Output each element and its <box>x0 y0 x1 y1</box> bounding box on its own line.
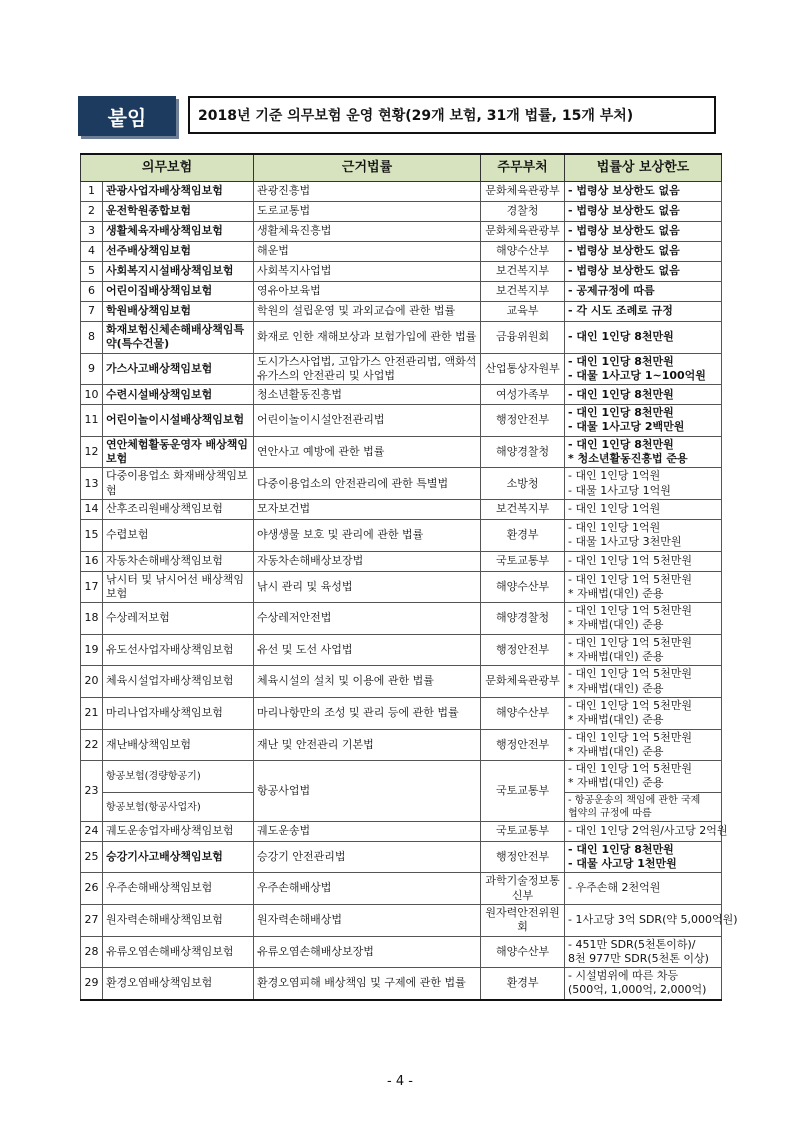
compensation-limit <box>565 262 722 282</box>
ministry: 해양수산부 <box>481 697 565 729</box>
limit-line: - 대인 1인당 1억 5천만원 <box>568 667 692 681</box>
legal-basis: 청소년활동진흥법 <box>254 385 481 405</box>
ministry: 행정안전부 <box>481 729 565 761</box>
ministry: 환경부 <box>481 968 565 1000</box>
limit-line: * 자배법(대인) 준용 <box>568 744 664 758</box>
legal-basis: 생활체육진흥법 <box>254 222 481 242</box>
insurance-name: 유도선사업자배상책임보험 <box>103 634 254 666</box>
table-row <box>81 551 722 571</box>
limit-line: - 대인 1인당 8천만원 <box>568 842 674 856</box>
insurance-name: 유류오염손해배상책임보험 <box>103 936 254 968</box>
legal-basis: 연안사고 예방에 관한 법률 <box>254 436 481 468</box>
table-row <box>81 603 722 635</box>
limit-line: - 대인 1인당 1억 5천만원 <box>568 635 692 649</box>
compensation-limit <box>565 603 722 635</box>
limit-line: - 항공운송의 책임에 관한 국제 <box>568 794 701 806</box>
legal-basis: 모자보건법 <box>254 499 481 519</box>
legal-basis: 유류오염손해배상보장법 <box>254 936 481 968</box>
ministry: 행정안전부 <box>481 405 565 437</box>
compensation-limit <box>565 499 722 519</box>
compensation-limit <box>565 551 722 571</box>
limit-line: - 법령상 보상한도 없음 <box>568 224 680 238</box>
row-number: 29 <box>81 968 103 1000</box>
limit-line: * 청소년활동진흥법 준용 <box>568 452 688 466</box>
table-row <box>81 729 722 761</box>
limit-line: - 대인 1인당 1억원 <box>568 469 661 483</box>
limit-line: - 법령상 보상한도 없음 <box>568 204 680 218</box>
row-number: 22 <box>81 729 103 761</box>
row-number: 1 <box>81 182 103 202</box>
legal-basis: 낚시 관리 및 육성법 <box>254 571 481 603</box>
row-number: 16 <box>81 551 103 571</box>
limit-line: 협약의 규정에 따름 <box>568 807 652 819</box>
table-row <box>81 468 722 500</box>
limit-line: - 대인 1인당 8천만원 <box>568 330 674 344</box>
limit-line: - 대인 1인당 2억원/사고당 2억원 <box>568 824 728 838</box>
compensation-limit <box>565 821 728 841</box>
row-number: 11 <box>81 405 103 437</box>
insurance-name: 수렵보험 <box>103 519 254 551</box>
limit-line: - 공제규정에 따름 <box>568 284 655 298</box>
page-number: - 4 - <box>387 1074 413 1089</box>
compensation-limit <box>565 182 722 202</box>
limit-line: - 대인 1인당 8천만원 <box>568 406 674 420</box>
row-number: 27 <box>81 904 103 936</box>
legal-basis: 화재로 인한 재해보상과 보험가입에 관한 법률 <box>254 322 481 354</box>
row-number: 25 <box>81 841 103 873</box>
limit-line: (500억, 1,000억, 2,000억) <box>568 983 707 997</box>
insurance-name: 환경오염배상책임보험 <box>103 968 254 1000</box>
table-row <box>81 873 722 905</box>
compensation-limit <box>565 222 722 242</box>
legal-basis: 해운법 <box>254 242 481 262</box>
ministry: 보건복지부 <box>481 499 565 519</box>
legal-basis: 자동차손해배상보장법 <box>254 551 481 571</box>
limit-line: 8천 977만 SDR(5천톤 이상) <box>568 951 709 965</box>
insurance-name: 수련시설배상책임보험 <box>103 385 254 405</box>
limit-line: - 대인 1인당 1억 5천만원 <box>568 604 692 618</box>
insurance-name: 낚시터 및 낚시어선 배상책임보험 <box>103 571 254 603</box>
ministry: 국토교통부 <box>481 821 565 841</box>
ministry: 환경부 <box>481 519 565 551</box>
limit-line: * 자배법(대인) 준용 <box>568 776 664 790</box>
header-insurance: 의무보험 <box>81 154 254 182</box>
limit-line: - 대인 1인당 1억원 <box>568 520 661 534</box>
compensation-limit <box>565 792 722 821</box>
header-ministry: 주무부처 <box>481 154 565 182</box>
row-number: 9 <box>81 353 103 385</box>
header-law: 근거법률 <box>254 154 481 182</box>
table-row <box>81 697 722 729</box>
ministry: 해양수산부 <box>481 936 565 968</box>
compensation-limit <box>565 571 722 603</box>
insurance-table <box>80 153 738 1001</box>
limit-line: * 자배법(대인) 준용 <box>568 618 664 632</box>
insurance-name: 어린이놀이시설배상책임보험 <box>103 405 254 437</box>
ministry: 해양수산부 <box>481 571 565 603</box>
document-title: 2018년 기준 의무보험 운영 현황(29개 보험, 31개 법률, 15개 부처) <box>188 96 716 134</box>
limit-line: - 451만 SDR(5천톤이하)/ <box>568 937 696 951</box>
legal-basis: 수상레저안전법 <box>254 603 481 635</box>
limit-line: - 대인 1인당 1억 5천만원 <box>568 730 692 744</box>
compensation-limit <box>565 282 722 302</box>
insurance-name: 화재보험신체손해배상책임특약(특수건물) <box>103 322 254 354</box>
row-number: 19 <box>81 634 103 666</box>
ministry: 경찰청 <box>481 202 565 222</box>
limit-line: - 대물 1사고당 1억원 <box>568 483 671 497</box>
legal-basis: 도로교통법 <box>254 202 481 222</box>
compensation-limit <box>565 468 722 500</box>
ministry: 산업통상자원부 <box>481 353 565 385</box>
ministry: 행정안전부 <box>481 841 565 873</box>
insurance-name: 다중이용업소 화재배상책임보험 <box>103 468 254 500</box>
table-row <box>81 519 722 551</box>
table-row <box>81 182 722 202</box>
compensation-limit <box>565 968 722 1000</box>
legal-basis: 학원의 설립운영 및 과외교습에 관한 법률 <box>254 302 481 322</box>
limit-line: - 법령상 보상한도 없음 <box>568 244 680 258</box>
table-row <box>81 436 722 468</box>
compensation-limit <box>565 405 722 437</box>
compensation-limit <box>565 936 722 968</box>
limit-line: - 대인 1인당 1억 5천만원 <box>568 553 692 567</box>
table-row <box>81 405 722 437</box>
compensation-limit <box>565 841 722 873</box>
insurance-name: 자동차손해배상책임보험 <box>103 551 254 571</box>
legal-basis: 도시가스사업법, 고압가스 안전관리법, 액화석유가스의 안전관리 및 사업법 <box>254 353 481 385</box>
table-row <box>81 385 722 405</box>
attachment-badge: 붙임 <box>78 96 176 136</box>
ministry: 문화체육관광부 <box>481 666 565 698</box>
row-number: 15 <box>81 519 103 551</box>
table-row <box>81 761 722 793</box>
legal-basis: 환경오염피해 배상책임 및 구제에 관한 법률 <box>254 968 481 1000</box>
limit-line: * 자배법(대인) 준용 <box>568 713 664 727</box>
row-number: 28 <box>81 936 103 968</box>
table-row <box>81 222 722 242</box>
compensation-limit <box>565 873 722 905</box>
table-row <box>81 202 722 222</box>
table-row <box>81 968 722 1000</box>
row-number: 24 <box>81 821 103 841</box>
insurance-name <box>103 761 254 793</box>
insurance-name: 승강기사고배상책임보험 <box>103 841 254 873</box>
limit-line: - 대물 사고당 1천만원 <box>568 857 677 871</box>
ministry: 금융위원회 <box>481 322 565 354</box>
legal-basis: 야생생물 보호 및 관리에 관한 법률 <box>254 519 481 551</box>
row-number: 14 <box>81 499 103 519</box>
row-number: 26 <box>81 873 103 905</box>
compensation-limit <box>565 634 722 666</box>
compensation-limit <box>565 904 738 936</box>
ministry: 과학기술정보통신부 <box>481 873 565 905</box>
row-number: 6 <box>81 282 103 302</box>
limit-line: - 대물 1사고당 3천만원 <box>568 535 682 549</box>
header-limit: 법률상 보상한도 <box>565 154 722 182</box>
table-row <box>81 322 722 354</box>
compensation-limit <box>565 242 722 262</box>
insurance-name: 원자력손해배상책임보험 <box>103 904 254 936</box>
ministry: 소방청 <box>481 468 565 500</box>
row-number: 13 <box>81 468 103 500</box>
limit-line: - 대인 1인당 1억 5천만원 <box>568 762 692 776</box>
ministry: 해양경찰청 <box>481 436 565 468</box>
ministry: 해양경찰청 <box>481 603 565 635</box>
insurance-name: 관광사업자배상책임보험 <box>103 182 254 202</box>
legal-basis: 유선 및 도선 사업법 <box>254 634 481 666</box>
limit-line: - 대인 1인당 1억 5천만원 <box>568 698 692 712</box>
compensation-limit <box>565 202 722 222</box>
compensation-limit <box>565 666 722 698</box>
limit-line: - 대물 1사고당 1~100억원 <box>568 368 706 382</box>
row-number: 10 <box>81 385 103 405</box>
ministry: 행정안전부 <box>481 634 565 666</box>
limit-line: - 대인 1인당 1억 5천만원 <box>568 572 692 586</box>
legal-basis: 우주손해배상법 <box>254 873 481 905</box>
limit-line: - 법령상 보상한도 없음 <box>568 184 680 198</box>
table-row <box>81 262 722 282</box>
limit-line: - 대물 1사고당 2백만원 <box>568 420 685 434</box>
insurance-name: 생활체육자배상책임보험 <box>103 222 254 242</box>
table-row <box>81 353 722 385</box>
row-number: 23 <box>81 761 103 822</box>
limit-line: - 대인 1인당 8천만원 <box>568 437 674 451</box>
table-row <box>81 499 722 519</box>
legal-basis: 궤도운송법 <box>254 821 481 841</box>
insurance-name: 운전학원종합보험 <box>103 202 254 222</box>
compensation-limit <box>565 729 722 761</box>
limit-line: - 대인 1인당 8천만원 <box>568 387 674 401</box>
insurance-name: 어린이집배상책임보험 <box>103 282 254 302</box>
row-number: 17 <box>81 571 103 603</box>
insurance-name: 궤도운송업자배상책임보험 <box>103 821 254 841</box>
limit-line: * 자배법(대인) 준용 <box>568 681 664 695</box>
legal-basis: 체육시설의 설치 및 이용에 관한 법률 <box>254 666 481 698</box>
table-row <box>81 821 722 841</box>
table-row <box>81 302 722 322</box>
insurance-name <box>103 792 254 821</box>
limit-line: - 각 시도 조례로 규정 <box>568 304 673 318</box>
limit-line: - 대인 1인당 1억원 <box>568 502 661 516</box>
table-row <box>81 282 722 302</box>
insurance-name: 재난배상책임보험 <box>103 729 254 761</box>
row-number: 4 <box>81 242 103 262</box>
row-number: 18 <box>81 603 103 635</box>
row-number: 8 <box>81 322 103 354</box>
insurance-name: 사회복지시설배상책임보험 <box>103 262 254 282</box>
table-row <box>81 666 722 698</box>
limit-line: * 자배법(대인) 준용 <box>568 650 664 664</box>
ministry: 문화체육관광부 <box>481 222 565 242</box>
ministry: 여성가족부 <box>481 385 565 405</box>
row-number: 7 <box>81 302 103 322</box>
page-header <box>78 96 718 140</box>
table-row <box>81 904 722 936</box>
row-number: 5 <box>81 262 103 282</box>
legal-basis: 원자력손해배상법 <box>254 904 481 936</box>
compensation-limit <box>565 353 722 385</box>
row-number: 21 <box>81 697 103 729</box>
ministry: 교육부 <box>481 302 565 322</box>
ministry: 국토교통부 <box>481 761 565 822</box>
insurance-name: 연안체험활동운영자 배상책임보험 <box>103 436 254 468</box>
table-header-row <box>81 154 722 182</box>
legal-basis: 항공사업법 <box>254 761 481 822</box>
ministry: 국토교통부 <box>481 551 565 571</box>
ministry: 보건복지부 <box>481 262 565 282</box>
compensation-limit <box>565 436 722 468</box>
limit-line: - 법령상 보상한도 없음 <box>568 264 680 278</box>
row-number: 2 <box>81 202 103 222</box>
limit-line: - 1사고당 3억 SDR(약 5,000억원) <box>568 913 738 927</box>
table-row <box>81 242 722 262</box>
insurance-name-b: 항공보험(항공사업자) <box>106 801 201 813</box>
insurance-name: 학원배상책임보험 <box>103 302 254 322</box>
insurance-name-a: 항공보험(경량항공기) <box>106 771 201 783</box>
row-number: 12 <box>81 436 103 468</box>
limit-line: - 시설범위에 따른 차등 <box>568 969 679 983</box>
compensation-limit <box>565 519 722 551</box>
compensation-limit <box>565 761 722 793</box>
insurance-name: 체육시설업자배상책임보험 <box>103 666 254 698</box>
insurance-name: 선주배상책임보험 <box>103 242 254 262</box>
limit-line: - 우주손해 2천억원 <box>568 881 661 895</box>
row-number: 20 <box>81 666 103 698</box>
compensation-limit <box>565 697 722 729</box>
compensation-limit <box>565 302 722 322</box>
limit-line: * 자배법(대인) 준용 <box>568 586 664 600</box>
ministry: 해양수산부 <box>481 242 565 262</box>
limit-line: - 대인 1인당 8천만원 <box>568 354 674 368</box>
insurance-name: 수상레저보험 <box>103 603 254 635</box>
compensation-limit <box>565 322 722 354</box>
legal-basis: 승강기 안전관리법 <box>254 841 481 873</box>
legal-basis: 관광진흥법 <box>254 182 481 202</box>
legal-basis: 영유아보육법 <box>254 282 481 302</box>
table-row <box>81 841 722 873</box>
legal-basis: 어린이놀이시설안전관리법 <box>254 405 481 437</box>
table-row <box>81 634 722 666</box>
legal-basis: 다중이용업소의 안전관리에 관한 특별법 <box>254 468 481 500</box>
ministry: 원자력안전위원회 <box>481 904 565 936</box>
ministry: 보건복지부 <box>481 282 565 302</box>
insurance-name: 마리나업자배상책임보험 <box>103 697 254 729</box>
legal-basis: 재난 및 안전관리 기본법 <box>254 729 481 761</box>
table-row <box>81 936 722 968</box>
ministry: 문화체육관광부 <box>481 182 565 202</box>
table-row <box>81 571 722 603</box>
compensation-limit <box>565 385 722 405</box>
insurance-name: 우주손해배상책임보험 <box>103 873 254 905</box>
row-number: 3 <box>81 222 103 242</box>
legal-basis: 사회복지사업법 <box>254 262 481 282</box>
insurance-name: 산후조리원배상책임보험 <box>103 499 254 519</box>
legal-basis: 마리나항만의 조성 및 관리 등에 관한 법률 <box>254 697 481 729</box>
insurance-name: 가스사고배상책임보험 <box>103 353 254 385</box>
